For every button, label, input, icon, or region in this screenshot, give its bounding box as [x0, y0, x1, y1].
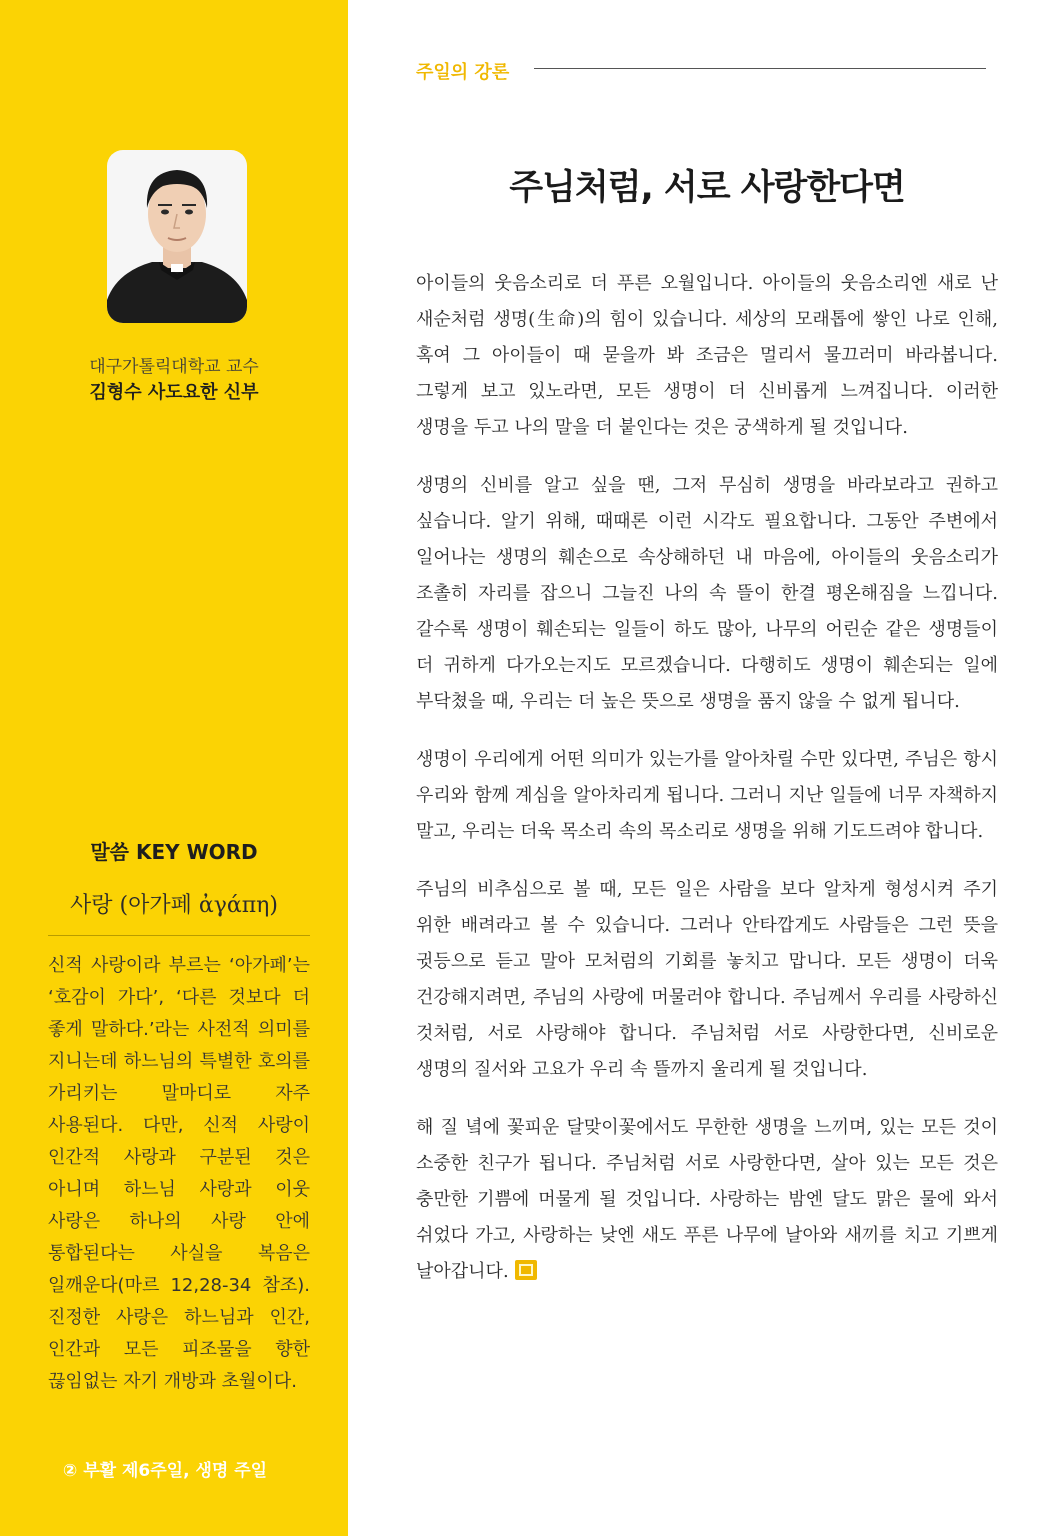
section-rule — [534, 68, 986, 69]
paragraph-text: 생명이 우리에게 어떤 의미가 있는가를 알아차릴 수만 있다면, 주님은 항시 우리와 함께 계심을 알아차리게 됩니다. 그러니 지난 일들에 너무 자책하지 말고, 우리는 더욱 목소리 속의 목소리로 생명을 위해 기도드려야 합니다. — [416, 749, 998, 842]
sidebar — [0, 0, 348, 1536]
keyword-term: 사랑 (아가페 ἀγάπη) — [70, 893, 278, 918]
paragraph-text: 해 질 녘에 꽃피운 달맞이꽃에서도 무한한 생명을 느끼며, 있는 모든 것이 소중한 친구가 됩니다. 주님처럼 서로 사랑한다면, 살아 있는 모든 것은 충만한 기쁨에 머물게 될 것입니다. 사랑하는 밤엔 달도 맑은 물에 와서 쉬었다 가고, 사랑하는 낮엔 새도 푸른 나무에 날아와 새끼를 치고 기쁘게 날아갑니다. — [416, 1117, 998, 1282]
author-photo — [107, 150, 247, 323]
paragraph-text: 아이들의 웃음소리로 더 푸른 오월입니다. 아이들의 웃음소리엔 새로 난 새순처럼 생명(生命)의 힘이 있습니다. 세상의 모래톱에 쌓인 나로 인해, 혹여 그 아이들이 때 묻을까 봐 조금은 멀리서 물끄러미 바라봅니다. 그렇게 보고 있노라면, 모든 생명이 더 신비롭게 느껴집니다. 이러한 생명을 두고 나의 말을 더 붙인다는 것은 궁색하게 될 것입니다. — [416, 273, 998, 438]
author-name: 김형수 사도요한 신부 — [89, 382, 259, 403]
keyword-heading: 말씀 KEY WORD — [90, 840, 258, 864]
author-affiliation: 대구가톨릭대학교 교수 — [89, 357, 259, 377]
article-paragraph — [416, 1110, 998, 1290]
article-paragraph — [416, 742, 998, 850]
end-of-article-icon — [515, 1260, 537, 1280]
article-body — [416, 266, 998, 1312]
page-title: 주님처럼, 서로 사랑한다면 — [509, 168, 905, 208]
author-portrait — [107, 150, 247, 323]
paragraph-text: 생명의 신비를 알고 싶을 땐, 그저 무심히 생명을 바라보라고 권하고 싶습니다. 알기 위해, 때때론 이런 시각도 필요합니다. 그동안 주변에서 일어나는 생명의 훼손으로 속상해하던 내 마음에, 아이들의 웃음소리가 조촐히 자리를 잡으니 그늘진 나의 속 뜰이 한결 평온해짐을 느낍니다. 갈수록 생명이 훼손되는 일들이 하도 많아, 나무의 어린순 같은 생명들이 더 귀하게 다가오는지도 모르겠습니다. 다행히도 생명이 훼손되는 일에 부닥쳤을 때, 우리는 더 높은 뜻으로 생명을 품지 않을 수 없게 됩니다. — [416, 475, 998, 712]
keyword-divider — [48, 935, 310, 936]
article-paragraph — [416, 468, 998, 720]
article-paragraph — [416, 872, 998, 1088]
section-label: 주일의 강론 — [416, 62, 510, 83]
keyword-explanation: 신적 사랑이라 부르는 ‘아가페’는 ‘호감이 가다’, ‘다른 것보다 더 좋게 말하다.’라는 사전적 의미를 지니는데 하느님의 특별한 호의를 가리키는 말마디로 자주 사용된다. 다만, 신적 사랑이 인간적 사랑과 구분된 것은 아니며 하느님 사랑과 이웃 사랑은 하나의 사랑 안에 통합된다는 사실을 복음은 일깨운다(마르 12,28-34 참조). 진정한 사랑은 하느님과 인간, 인간과 모든 피조물을 향한 끊임없는 자기 개방과 초월이다. — [48, 955, 310, 1392]
issue-footer: ② 부활 제6주일, 생명 주일 — [62, 1461, 268, 1481]
article-paragraph — [416, 266, 998, 446]
paragraph-text: 주님의 비추심으로 볼 때, 모든 일은 사람을 보다 알차게 형성시켜 주기 위한 배려라고 볼 수 있습니다. 그러나 안타깝게도 사람들은 그런 뜻을 귓등으로 듣고 말아 모처럼의 기회를 놓치고 맙니다. 모든 생명이 더욱 건강해지려면, 주님의 사랑에 머물러야 합니다. 주님께서 우리를 사랑하신 것처럼, 서로 사랑해야 합니다. 주님처럼 서로 사랑한다면, 신비로운 생명의 질서와 고요가 우리 속 뜰까지 울리게 될 것입니다. — [416, 879, 998, 1080]
